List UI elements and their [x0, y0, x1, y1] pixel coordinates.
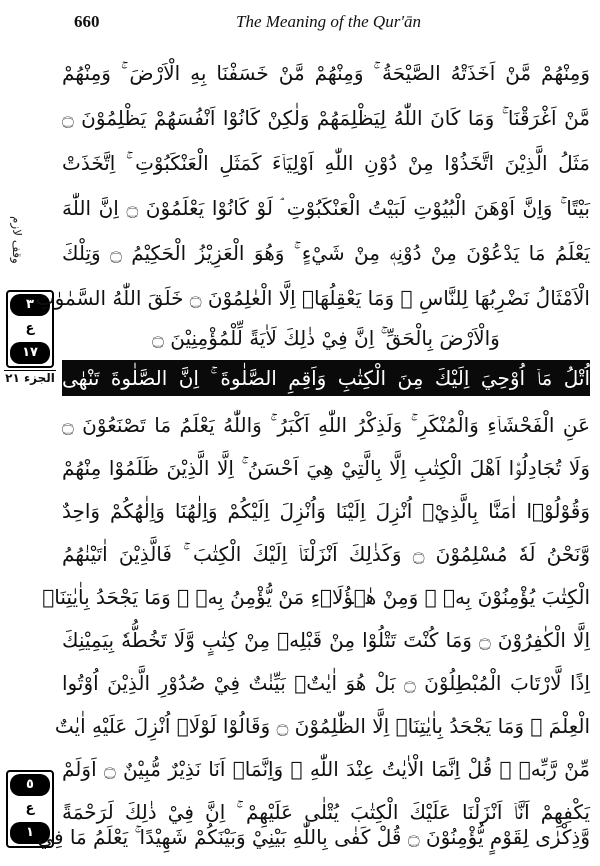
- text-line: عَنِ الْفَحْشَاۤءِ وَالْمُنْكَرِ ۚ وَلَذِكْرُ اللّٰهِ اَكْبَرُ ۚ وَاللّٰهُ يَعْلَمُ مَا تَصْنَعُوْنَ ۝: [62, 413, 590, 437]
- text-line: وَمِنْهُمْ مَّنْ اَخَذَتْهُ الصَّيْحَةُ ۚ وَمِنْهُمْ مَّنْ خَسَفْنَا بِهِ الْاَرْضَ ۚ وَمِنْهُمْ: [62, 61, 590, 85]
- text-line: الْاَمْثَالُ نَضْرِبُهَا لِلنَّاسِ ۚ وَمَا يَعْقِلُهَاۤ اِلَّا الْعٰلِمُوْنَ ۝ خَلَقَ اللّٰهُ السَّمٰوٰتِ: [35, 286, 590, 310]
- text-line: اِذًا لَّارْتَابَ الْمُبْطِلُوْنَ ۝ بَلْ هُوَ اٰيٰتٌۢ بَيِّنٰتٌ فِيْ صُدُوْرِ الَّذِيْنَ اُوْتُوا: [62, 671, 590, 695]
- text-line: الْعِلْمَ ۚ وَمَا يَجْحَدُ بِاٰيٰتِنَاۤ اِلَّا الظّٰلِمُوْنَ ۝ وَقَالُوْا لَوْلَاۤ اُنْزِلَ عَلَيْهِ اٰيٰتٌ: [54, 714, 590, 738]
- text-line: وَّنَحْنُ لَهٗ مُسْلِمُوْنَ ۝ وَكَذٰلِكَ اَنْزَلْنَاۤ اِلَيْكَ الْكِتٰبَ ۚ فَالَّذِيْنَ اٰتَيْنٰهُمُ: [62, 542, 590, 566]
- text-line: الْكِتٰبَ يُؤْمِنُوْنَ بِهٖ ۚ وَمِنْ هٰۤؤُلَاۤءِ مَنْ يُّؤْمِنُ بِهٖ ۚ وَمَا يَجْحَدُ بِاٰيٰتِنَاۤ: [42, 585, 590, 609]
- badge-bottom-ain: ع: [10, 798, 50, 820]
- running-title: The Meaning of the Qur'ān: [236, 12, 421, 31]
- badge-top-count: ١٧: [10, 342, 50, 364]
- page-header: [0, 0, 600, 44]
- arabic-text-block: [35, 50, 591, 860]
- text-line: اِلَّا الْكٰفِرُوْنَ ۝ وَمَا كُنْتَ تَتْلُوْا مِنْ قَبْلِهٖ مِنْ كِتٰبٍ وَّلَا تَخُطُّهٗ بِيَمِيْنِكَ: [62, 628, 591, 652]
- badge-top-number: ٣: [10, 294, 50, 316]
- text-line: مَثَلُ الَّذِيْنَ اتَّخَذُوْا مِنْ دُوْنِ اللّٰهِ اَوْلِيَاۤءَ كَمَثَلِ الْعَنْكَبُوْتِ ۚ اِتَّخَذَتْ: [62, 151, 590, 175]
- text-line: بَيْتًا ۚ وَاِنَّ اَوْهَنَ الْبُيُوْتِ لَبَيْتُ الْعَنْكَبُوْتِ ۘ لَوْ كَانُوْا يَعْلَمُوْنَ ۝ اِنَّ اللّٰهَ: [62, 196, 590, 220]
- highlighted-text-line: اُتْلُ مَاۤ اُوْحِيَ اِلَيْكَ مِنَ الْكِتٰبِ وَاَقِمِ الصَّلٰوةَ ۚ اِنَّ الصَّلٰوةَ تَنْهٰى: [62, 360, 590, 396]
- text-line: يَكْفِهِمْ اَنَّاۤ اَنْزَلْنَا عَلَيْكَ الْكِتٰبَ يُتْلٰى عَلَيْهِمْ ۚ اِنَّ فِيْ ذٰلِكَ لَرَحْمَةً: [62, 800, 590, 824]
- text-line: مِّنْ رَّبِّهٖ ۚ قُلْ اِنَّمَا الْاٰيٰتُ عِنْدَ اللّٰهِ ۚ وَاِنَّمَاۤ اَنَا نَذِيْرٌ مُّبِيْنٌ ۝ اَوَلَمْ: [62, 757, 591, 781]
- text-line: وَقُوْلُوْۤا اٰمَنَّا بِالَّذِيْۤ اُنْزِلَ اِلَيْنَا وَاُنْزِلَ اِلَيْكُمْ وَاِلٰهُنَا وَاِلٰهُكُمْ وَاحِدٌ: [62, 499, 590, 523]
- text-line: وَالْاَرْضَ بِالْحَقِّ ۚ اِنَّ فِيْ ذٰلِكَ لَاٰيَةً لِّلْمُؤْمِنِيْنَ ۝: [152, 326, 500, 350]
- text-line: وَّذِكْرٰى لِقَوْمٍ يُّؤْمِنُوْنَ ۝ قُلْ كَفٰى بِاللّٰهِ بَيْنِيْ وَبَيْنَكُمْ شَهِيْدًا ۚ يَعْلَمُ مَا فِي: [37, 825, 590, 849]
- page-number: 660: [74, 12, 100, 31]
- badge-bottom-count: ١: [10, 822, 50, 844]
- text-line: يَعْلَمُ مَا يَدْعُوْنَ مِنْ دُوْنِهٖ مِنْ شَيْءٍ ۚ وَهُوَ الْعَزِيْزُ الْحَكِيْمُ ۝ وَتِلْكَ: [62, 241, 590, 265]
- juz-label: الجزء ٢١: [5, 371, 55, 385]
- margin-note: وقف لازم: [10, 216, 24, 264]
- text-line: مَّنْ اَغْرَقْنَا ۚ وَمَا كَانَ اللّٰهُ لِيَظْلِمَهُمْ وَلٰكِنْ كَانُوْا اَنْفُسَهُمْ يَظْلِمُوْنَ ۝: [62, 106, 590, 130]
- badge-top-ain: ع: [10, 318, 50, 340]
- text-line: وَلَا تُجَادِلُوْۤا اَهْلَ الْكِتٰبِ اِلَّا بِالَّتِيْ هِيَ اَحْسَنُ ۚ اِلَّا الَّذِيْنَ ظَلَمُوْا مِنْهُمْ: [62, 456, 590, 480]
- badge-bottom-number: ٥: [10, 774, 50, 796]
